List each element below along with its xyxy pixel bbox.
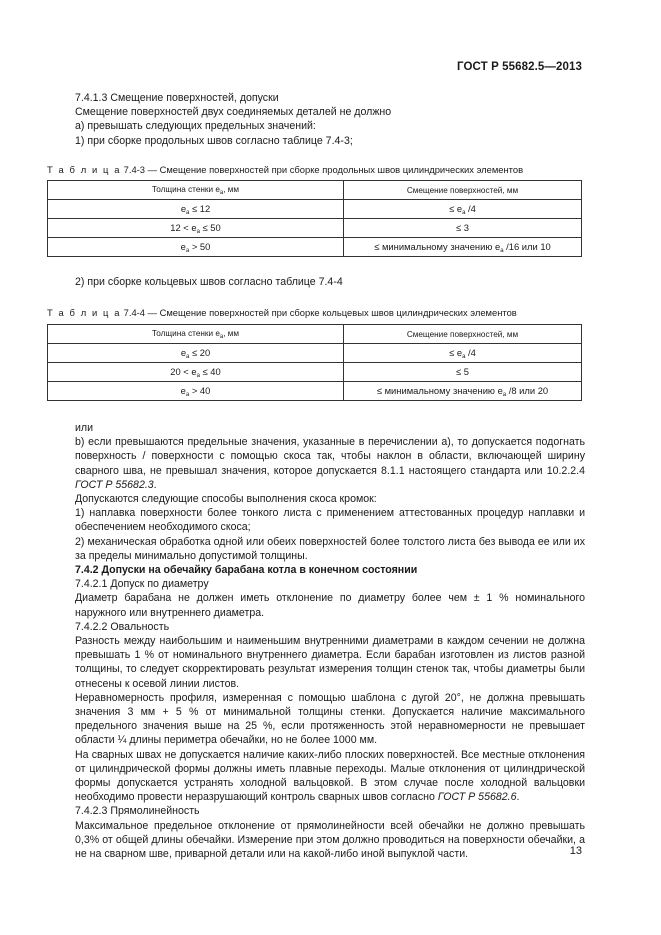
table-row [48,363,582,382]
cell-offset: ≤ минимальному значению $e_a$ /8 или 20 [344,382,582,401]
standard-reference: ГОСТ Р 55682.3 [75,478,154,491]
table-row [48,382,582,401]
paragraph-straightness: Максимальное предельное отклонение от прямолинейности всей обечайки не должно превышать 0,3% от общей длины обечайки. Измерение при этом должно проводиться на поверхности обечайки, а не на сварном шве, приварной детали или на какой-либо иной выпуклой части. [75,819,585,861]
bevel-intro: Допускаются следующие способы выполнения скоса кромок: [75,493,377,506]
table-caption-text: 7.4-4 — Смещение поверхностей при сборке кольцевых швов цилиндрических элементов [123,307,517,318]
standard-reference: ГОСТ Р 55682.6 [437,791,517,804]
table-7-4-3 [47,180,582,257]
heading-7421: 7.4.2.1 Допуск по диаметру [75,578,209,591]
cell-offset: ≤ минимальному значению $e_a$ /16 или 10 [344,238,582,257]
list-item-a: а) превышать следующих предельных значений: [75,120,316,133]
line-offset-intro: Смещение поверхностей двух соединяемых деталей не должно [75,106,392,119]
header-surface-offset: Смещение поверхностей, мм [344,325,582,344]
list-item-b: b) если превышаются предельные значения, указанные в перечислении а), то допускается подогнать поверхность / поверхности с помощью скоса так, чтобы наклон в области, включающей ширину сварного шва, не превышал значения, которое допускается 8.1.1 настоящего стандарта или 10.2.2.4 ГОСТ Р 55682.3. [75,436,585,491]
header-wall-thickness: Толщина стенки $e_a$, мм [48,181,344,200]
table-caption-7-4-4 [47,307,517,318]
cell-thickness: $20 < e_a \le 40$ [48,363,344,382]
page-number: 13 [569,845,582,857]
document-header: ГОСТ Р 55682.5—2013 [457,61,582,73]
table-row [48,219,582,238]
table-7-4-4 [47,324,582,401]
table-caption-7-4-3 [47,164,523,175]
header-surface-offset: Смещение поверхностей, мм [344,181,582,200]
paragraph-ovality-1: Разность между наибольшим и наименьшим внутренними диаметрами в каждом сечении не должна превышать 1 % от номинального внутреннего диаметра. Если барабан изготовлен из листов разной толщины, то следует скорректировать результат измерения толщин стенок так, чтобы диаметры были отнесены к осевой линии листов. [75,635,585,690]
table-row [48,200,582,219]
paragraph-diameter: Диаметр барабана не должен иметь отклонение по диаметру более чем ± 1 % номинального наружного или внутреннего диаметра. [75,592,585,619]
bevel-method-2: 2) механическая обработка одной или обеих поверхностей более толстого листа без вывода ее или их за пределы минимально допустимой толщины. [75,535,585,562]
cell-thickness: $e_a \le 12$ [48,200,344,219]
cell-thickness: $e_a > 40$ [48,382,344,401]
or-line: или [75,422,94,434]
cell-thickness: $e_a > 50$ [48,238,344,257]
heading-7413: 7.4.1.3 Смещение поверхностей, допуски [75,92,279,104]
heading-7423: 7.4.2.3 Прямолинейность [75,805,200,818]
cell-thickness: $12 < e_a \le 50$ [48,219,344,238]
table-header-row [48,181,582,200]
cell-thickness: $e_a \le 20$ [48,344,344,363]
table-caption-label: Т а б л и ц а [47,164,122,175]
paragraph-ovality-2: Неравномерность профиля, измеренная с помощью шаблона с дугой 20°, не должна превышать значения 3 мм + 5 % от минимальной толщины стенки. Допускается наличие максимального предельного значения выше на 25 %, если протяженность этой неравномерности не превышает области ¼ длины периметра обечайки, но не более 1000 мм. [75,691,585,747]
section-7413 [75,91,585,148]
paragraph-ovality-3: На сварных швах не допускается наличие каких-либо плоских поверхностей. Все местные отклонения от цилиндрической формы должны иметь плавные переходы. Малые отклонения от цилиндрической формы допускается устранять холодной вальцовкой. В этом случае после холодной вальцовки необходимо провести неразрушающий контроль сварных швов согласно ГОСТ Р 55682.6. [75,748,585,804]
list-item-2: 2) при сборке кольцевых швов согласно таблице 7.4-4 [75,276,343,288]
body-text [75,421,585,861]
list-item-1: 1) при сборке продольных швов согласно таблице 7.4-3; [75,134,353,147]
cell-offset: ≤ $e_a$ /4 [344,344,582,363]
cell-offset: ≤ $e_a$ /4 [344,200,582,219]
table-caption-label: Т а б л и ц а [47,307,122,318]
heading-742: 7.4.2 Допуски на обечайку барабана котла в конечном состоянии [75,564,418,577]
cell-offset: ≤ 5 [344,363,582,382]
cell-offset: ≤ 3 [344,219,582,238]
table-row [48,238,582,257]
bevel-method-1: 1) наплавка поверхности более тонкого листа с применением аттестованных процедур наплавки и обеспечением необходимого скоса; [75,507,585,534]
table-caption-text: 7.4-3 — Смещение поверхностей при сборке продольных швов цилиндрических элементов [123,164,524,175]
table-row [48,344,582,363]
table-header-row [48,325,582,344]
header-wall-thickness: Толщина стенки $e_a$, мм [48,325,344,344]
heading-7422: 7.4.2.2 Овальность [75,620,170,633]
